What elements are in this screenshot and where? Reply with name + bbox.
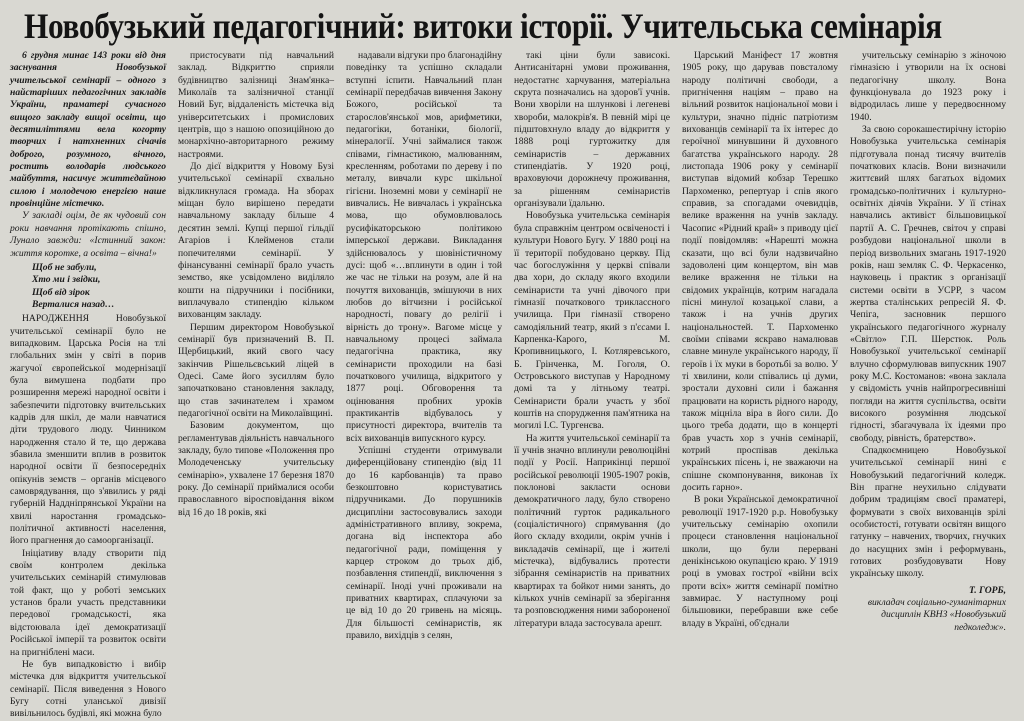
column-3 (346, 50, 502, 656)
paragraph: На життя учительської семінарії та її учнів значно вплинули революційні події у Росії. Наприкінці першої російської революції 1905-1907 років, поклонові закласти основи демократичного ладу, було створено політичний гурток радикального (соціалістичного) спрямування (до його складу входили, окрім учнів і викладачів семінарії, ще і жителі містечка), відбувались протести зібрання семінаристів на приватних квартирах та бойкот ними занять, до кількох учнів семінарії за зберігання та розповсюдження ними забороненої літератури влада застосувала арешт. (514, 432, 670, 629)
paragraph: Новобузька учительська семінарія була справжнім центром освіченості і культури Нового Бугу. У 1880 році на її території побудовано церкву. Під час богослужіння у церкві співали два хори, до складу якого входили семінаристи та учні дівочого при гімназії початкового триклассного училища. При гімназії створено самодіяльний театр, який з п'єсами І. Карпенка-Карого, М. Кропивницького, І. Котляревського, Б. Грінченка, М. Гоголя, О. Островського виступав у Народному домі та у літньому театрі. Семінаристи брали участь у збої коштів на спорудження пам'ятника на могилі І.С. Тургенєва. (514, 210, 670, 432)
paragraph: учительську семінарію з жіночою гімназією і утворили на їх основі педагогічну школу. Вона функціонувала до 1923 року і відродилась лише у передвоєнному 1940. (850, 50, 1006, 123)
paragraph: Царський Маніфест 17 жовтня 1905 року, що дарував повсталому народу політичні свободи, а пригнічення націям – право на вільний розвиток національної мови і культури, значно підніс патріотизм вихованців семінарії та їх інтерес до героїчної минувшини й духовного багатства українського народу. 28 листопада 1906 року у семінарії виступав відомий кобзар Терешко Пархоменко, репертуар і спів якого справив, за спогадами очевидців, велике враження на учнів закладу. Часопис «Рідний край» з приводу цієї події повідомляв: «Нарешті можна сказати, що всі були надзвичайно задоволені цим концертом, він мав велике враження не тільки на свідомих українців, котрим нагадала пісні минулої козацької слави, а також і на учнів других національностей. Т. Пархоменко своїми співами яскраво намалював славне минуле українського народу, її героїв і їх муки в боротьбі за волю. У ті хвилини, коли співались ці думи, зростали духовні сили і бажання працювати на користь рідного народу, також міцніла віра в його сили. До цього треба додати, що в концерті брав участь хор з учнів семінарії, котрий проспівав декілька українських пісень і, не зважаючи на спішне скомпонування, виконав їх досить гарно». (682, 50, 838, 494)
author-position: викладач соціально-гуманітарних дисциплін КВНЗ «Новобузький педколедж». (867, 597, 1006, 633)
paragraph: надавали відгуки про благонадійну поведінку та успішно складали вступні іспити. Навчальний план семінарії передбачав вивчення Закону Божого, російської та старослов'янської мов, арифметики, педагогіки, ботаніки, біології, мінералогії. Учні займалися також співами, гімнастикою, малюванням, кресленням, роботами по дереву і по металу, вивчали курс шкільної гігієни. Іноземні мови у семінарії не вивчались. Не вивчалась і українська мова, що обумовлювалось русифікаторською політикою імперської держави. Викладання здійснювалось у шовіністичному дусі: щоб «…вплинути в один і той же час не тільки на розум, але й на почуття вихованців, змішуючи в них любов до вітчизни і російської народності, повагу до релігії і вірність до трону». Вагоме місце у навчальному процесі займала педагогічна практика, яку семінаристи проходили на базі початкового училища, відкритого у 1877 році. Обговорення та оцінювання пробних уроків практикантів відбувалось у присутності директора, вчителів та всіх вихованців випускного курсу. (346, 50, 502, 444)
column-6 (850, 50, 1006, 656)
paragraph: Спадкоємницею Новобузької учительської семінарії нині є Новобузький педагогічний коледж. Він прагне неухильно слідувати добрим традиціям своєї праматері, формувати з своїх вихованців зрілі особистості, готувати освітян вищого гатунку – навчених, творчих, гнучких до насущних змін і реформувань, готових розбудовувати Нову українську школу. (850, 445, 1006, 580)
article-columns (10, 50, 1014, 720)
article-lead: 6 грудня минає 143 роки від дня заснування Новобузької учительської семінарії – одного з найстаріших педагогічних закладів України, праматері сучасного вищого закладу вищої освіти, що десятиліттями вела когорту творчих і натхненних січачів доброго, розумного, вічного, ростить володарів людського майбуття, насичує життєдайною силою і молодечою енергією наше провінційне містечко. (10, 50, 166, 210)
paragraph: Ініціативу владу створити під своїм контролем декілька учительських семінарій стимулював той факт, що у роботі земських установ брали участь представники передової громадськості, яка відстоювала ідеї демократизації Російської імперії та розвиток освіти на пригніблені маси. (10, 547, 166, 658)
column-2 (178, 50, 334, 656)
poem-line: Щоб не забули, (32, 261, 97, 273)
author-signature (850, 585, 1006, 634)
paragraph: Успішні студенти отримували диференційовану стипендію (від 11 до 16 карбованців) та право безкоштовно користуватись підручниками. До порушників дисципліни застосовувались заходи адміністративного впливу, зокрема, догана від інспектора або педагогічної ради, поміщення у карцер строком до трьох діб, позбавлення стипендії, виключення з семінарії. Іноді учні проживали на приватних квартирах, сплачуючи за це від 10 до 20 гривень на місяць. Для більшості семінаристів, як правило, вихідців з селян, (346, 445, 502, 642)
article-title: Новобузький педагогічний: витоки історії. Учительська семінарія (24, 6, 942, 46)
paragraph: За свою сорокашестирічну історію Новобузька учительська семінарія підготувала понад тисячу вчителів початкових класів. Вони визначили життєвий шлях багатьох відомих громадсько-політичних і культурно-освітніх діячів України. У її стінах навчались активіст більшовицької партії А. С. Гречнев, світоч у справі розбудови національної школи в період визвольних змагань 1917-1920 років, наш земляк С. Ф. Черкасенко, науковець і практик з організації системи освіти в УСРР, з часом жертва сталінських репресій Я. Ф. Чепіга, засновник першого українського педагогічного журналу «Світло» Г.П. Шерстюк. Роль Новобузької учительської семінарії влучно сформулював випускник 1907 року М.С. Костоманов: «вона заклала у свідомість учнів найпрогресивніші погляди на життя суспільства, освіти високого розуміння людської гідності, збагачувала їх ідеями про свободу, рівність, братерство». (850, 124, 1006, 444)
poem-excerpt (32, 262, 166, 311)
paragraph: пристосувати під навчальний заклад. Відкриттю сприяли будівництво залізниці Знам'янка–Миколаїв та залізничної станції Новий Буг, віддаленість містечка від університетських і промислових центрів, що з нашою опозиційною до монархічно-авторитарного режиму настроями. (178, 50, 334, 160)
article-epigraph: У закладі оцім, де як чудовий сон роки навчання протікають спішно, Лунало завжди: «Істинний закон: життя коротке, а освіта – вічна!» (10, 210, 166, 259)
paragraph: В роки Української демократичної революції 1917-1920 р.р. Новобузьку учительську семінарію охопили процеси становлення національної школи, що були перервані денікінською окупацією краю. У 1919 році в умовах гострої «війни всіх проти всіх» життя семінарії помітно завмирає. У наступному році більшовики, перебравши вже себе владу в Україні, об'єднали (682, 494, 838, 629)
column-5 (682, 50, 838, 656)
paragraph: НАРОДЖЕННЯ Новобузької учительської семінарії було не випадковим. Царська Росія на тлі глобальних змін у світі в порив жагучої європейської модернізації була вимушена подбати про розширення мережі народної освіти і забезпечити підготовку вчительських кадрів для шкіл, де мали навчатися діти трудового люду. Чинником народження стало й те, що держава збавила зменшити вплив в розвиток народної освіти її безпосередніх опікунів земств – органів місцевого самоврядування, що з'явились у ряді губерній Наддніпрянської України на хвилі наростання громадсько-політичної активності населення, його прагнення до самоорганізації. (10, 313, 166, 547)
poem-line: Щоб від зірок (32, 286, 90, 298)
author-name: Т. ГОРБ, (968, 584, 1006, 596)
paragraph: До дієї відкриття у Новому Бузі учительської семінарії схвально відкликнулася громада. На зборах міщан було вирішено передати навчальному закладу більше 4 десятин землі. Купці першої гільдії Агаріов і Клейменов стали попечителями семінарії. У фінансуванні семінарії брало участь земство, яке усвідомлено виділяло кошти на підручники і посібники, виплачувало стипендію кільком вихованцям закладу. (178, 161, 334, 321)
poem-line: Верталися назад… (32, 298, 115, 310)
paragraph: такі ціни були зависокі. Антисанітарні умови проживання, недостатнє харчування, матеріальна скрута позначались на здоров'ї учнів. Вони хворіли на шлункові і легеневі хвороби, малокрів'я. В певній мірі це підштовхнуло владу до відкриття у 1888 році гуртожитку для семінаристів – державних стипендіатів. У 1920 році, враховуючи дорожнечу проживання, за рішенням семінаристів організували їдальню. (514, 50, 670, 210)
column-1 (10, 50, 166, 720)
paragraph: Не був випадковістю і вибір містечка для відкриття учительської семінарії. Після виведення з Нового Бугу сотні уланської дивізії вивільнилось будівлі, які можна було (10, 658, 166, 720)
poem-line: Хто ми і звідки, (32, 274, 101, 286)
paragraph: Базовим документом, що регламентував діяльність навчального закладу, було типове «Положення про Молодеченську учительську семінарію», ухвалене 17 березня 1870 року. До семінарії приймалися особи православного віросповідання віком від 16 до 18 років, які (178, 420, 334, 518)
paragraph: Першим директором Новобузької семінарії був призначений В. П. Щербицький, який свого часу закінчив Рішельєвський ліцей в Одесі. Саме його зусиллям було започатковано становлення закладу, що став зачинателем і храмом педагогічної освіти на Миколаївщині. (178, 321, 334, 419)
column-4 (514, 50, 670, 656)
